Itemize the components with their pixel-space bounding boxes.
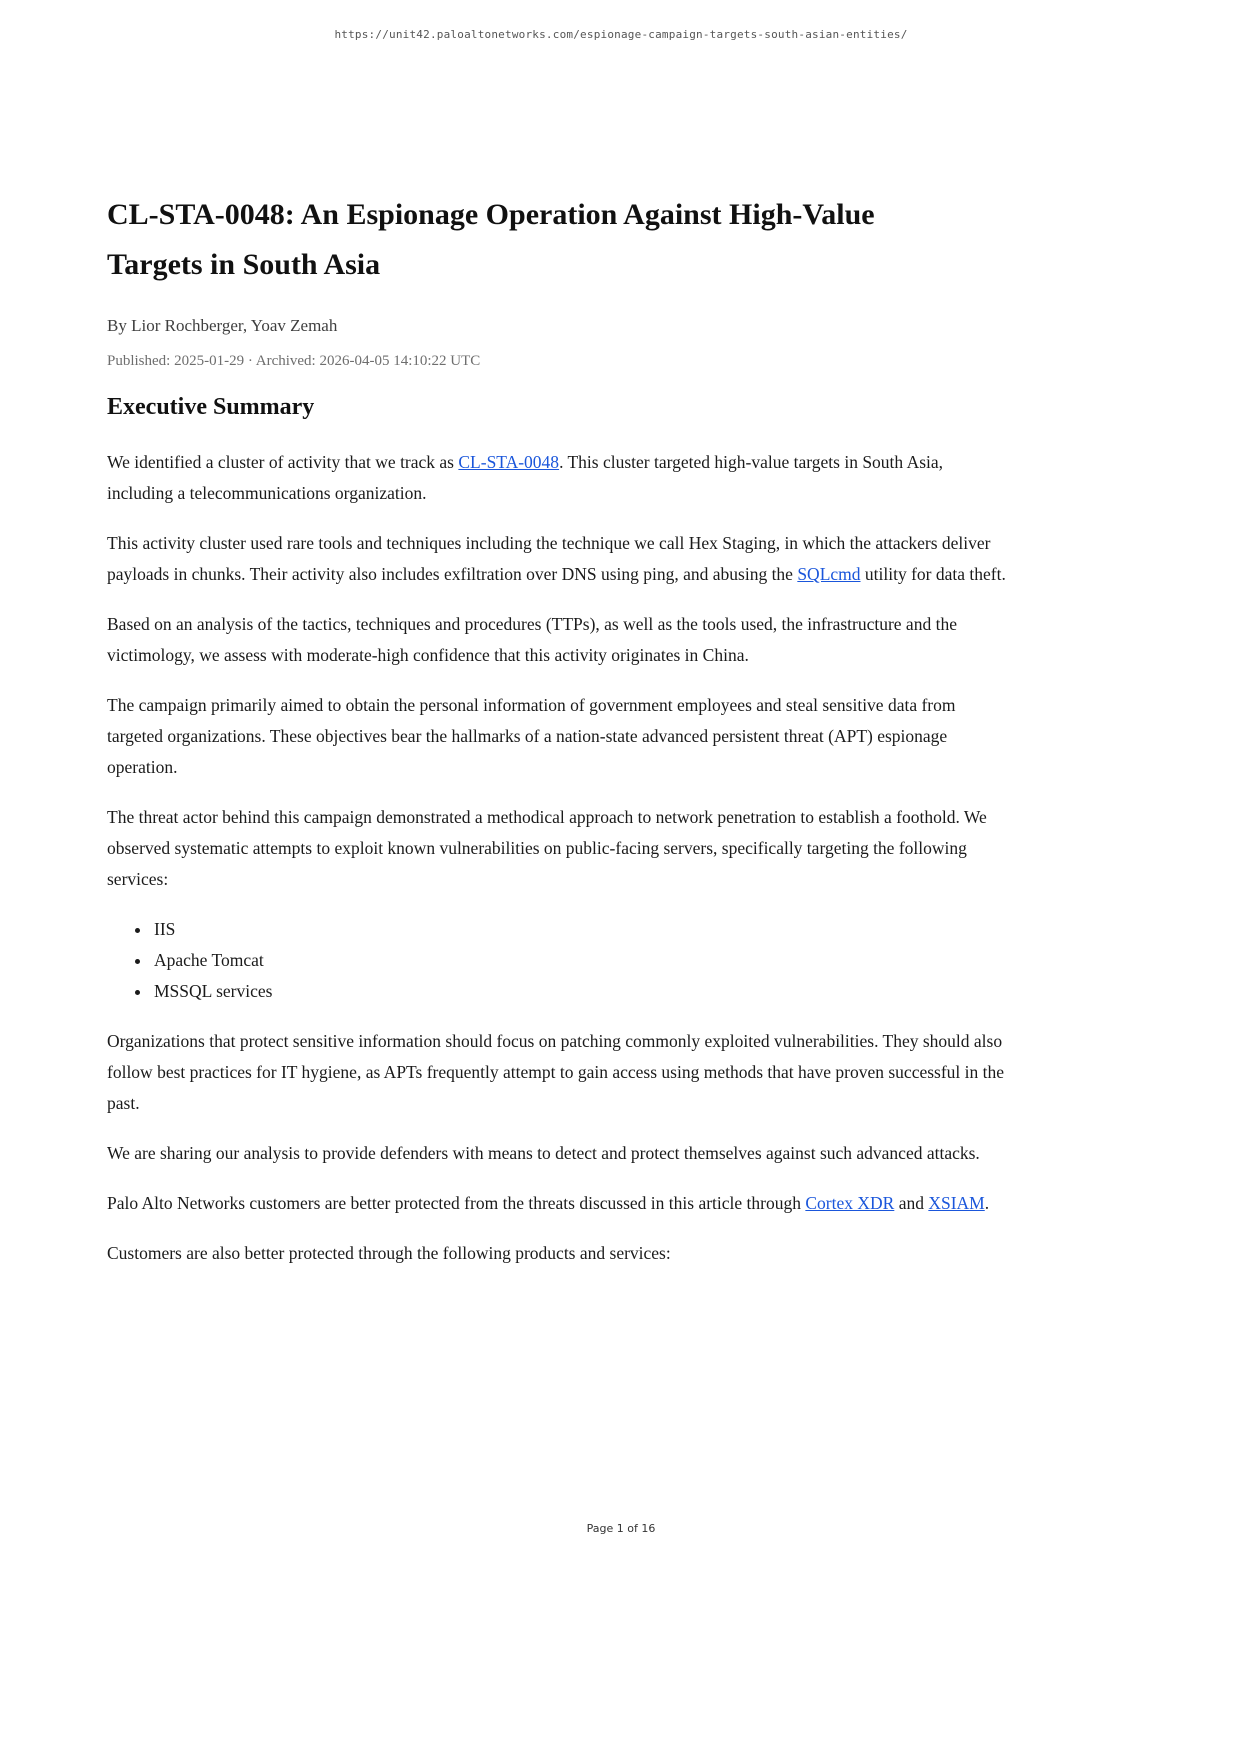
paragraph: We are sharing our analysis to provide defenders with means to detect and protect themselves against such advanced attacks. — [107, 1143, 980, 1163]
section-heading-executive-summary: Executive Summary — [107, 394, 315, 420]
article-title — [107, 190, 1012, 290]
page-number: Page 1 of 16 — [586, 1522, 656, 1535]
list-item: • IIS — [152, 914, 1012, 945]
paragraph: Customers are also better protected through the following products and services: — [107, 1243, 671, 1263]
print-header-url: https://unit42.paloaltonetworks.com/espionage-campaign-targets-south-asian-entities/ — [334, 28, 908, 41]
paragraph: This activity cluster used rare tools and techniques including the technique we call Hex Staging, in which the attackers deliver payloads in chunks. Their activity also includes exfiltration over DNS using ping, and abusing the SQLcmd utility for data theft. — [107, 533, 1006, 584]
paragraph: We identified a cluster of activity that we track as CL-STA-0048. This cluster targeted high-value targets in South Asia, including a telecommunications organization. — [107, 452, 944, 503]
article-title-line-1: CL-STA-0048: An Espionage Operation Against High-Value — [107, 198, 875, 231]
paragraph: The threat actor behind this campaign demonstrated a methodical approach to network penetration to establish a foothold. We observed systematic attempts to exploit known vulnerabilities on public-facing servers, specifically targeting the following services: — [107, 807, 987, 889]
byline: By Lior Rochberger, Yoav Zemah — [107, 316, 338, 335]
article-title-line-2: Targets in South Asia — [107, 248, 381, 281]
article-content — [107, 190, 1012, 1288]
publish-archive-meta: Published: 2025-01-29 · Archived: 2026-04-05 14:10:22 UTC — [107, 353, 481, 369]
link-xsiam[interactable]: XSIAM — [928, 1193, 985, 1213]
targeted-services-list — [152, 914, 1012, 1007]
article-body — [107, 447, 1012, 1269]
paragraph: Based on an analysis of the tactics, techniques and procedures (TTPs), as well as the tools used, the infrastructure and the victimology, we assess with moderate-high confidence that this activity originates in China. — [107, 614, 957, 665]
paragraph: Palo Alto Networks customers are better protected from the threats discussed in this article through Cortex XDR and XSIAM. — [107, 1193, 990, 1213]
list-item: • Apache Tomcat — [152, 945, 1012, 976]
link-sqlcmd[interactable]: SQLcmd — [797, 564, 861, 584]
paragraph: Organizations that protect sensitive information should focus on patching commonly exploited vulnerabilities. They should also follow best practices for IT hygiene, as APTs frequently attempt to gain access using methods that have proven successful in the past. — [107, 1031, 1005, 1113]
link-cortex-xdr[interactable]: Cortex XDR — [805, 1193, 895, 1213]
link-cl-sta-0048[interactable]: CL-STA-0048 — [458, 452, 560, 472]
list-item: • MSSQL services — [152, 976, 1012, 1007]
paragraph: The campaign primarily aimed to obtain the personal information of government employees and steal sensitive data from targeted organizations. These objectives bear the hallmarks of a nation-state advanced persistent threat (APT) espionage operation. — [107, 695, 956, 777]
